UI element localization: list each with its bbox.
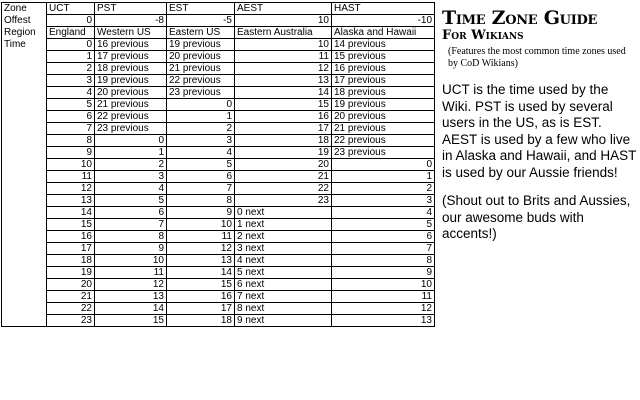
table-cell: 0 — [47, 39, 95, 51]
row-label-blank — [2, 75, 47, 87]
table-cell: 4 — [95, 183, 167, 195]
table-row — [2, 291, 435, 303]
table-cell: 13 — [47, 195, 95, 207]
table-cell: 6 — [47, 111, 95, 123]
table-cell: 9 — [47, 147, 95, 159]
table-cell: 1 — [47, 51, 95, 63]
table-cell: 9 — [332, 267, 435, 279]
table-cell: 8 next — [235, 303, 332, 315]
table-cell: 4 — [332, 207, 435, 219]
table-cell: 17 — [167, 303, 235, 315]
zone-name: HAST — [332, 3, 435, 15]
row-label-blank — [2, 171, 47, 183]
table-cell: 7 — [95, 219, 167, 231]
table-cell: 10 — [332, 279, 435, 291]
offset-label: Offest — [2, 15, 47, 27]
table-row — [2, 171, 435, 183]
table-cell: 13 — [235, 75, 332, 87]
table-cell: 3 — [47, 75, 95, 87]
table-cell: 7 — [47, 123, 95, 135]
table-cell: 3 next — [235, 243, 332, 255]
table-cell: 12 — [235, 63, 332, 75]
table-cell: 15 — [167, 279, 235, 291]
table-row — [2, 279, 435, 291]
row-label-blank — [2, 111, 47, 123]
table-cell: 20 previous — [332, 111, 435, 123]
table-cell: 4 next — [235, 255, 332, 267]
zone-row — [2, 3, 435, 15]
table-cell: 8 — [95, 231, 167, 243]
table-row — [2, 159, 435, 171]
table-cell: 0 — [95, 135, 167, 147]
table-row — [2, 111, 435, 123]
table-cell: 21 previous — [95, 99, 167, 111]
table-cell: 12 — [95, 279, 167, 291]
table-cell: 19 previous — [95, 75, 167, 87]
table-cell: 5 — [167, 159, 235, 171]
table-cell: 20 previous — [167, 51, 235, 63]
table-cell: 17 — [47, 243, 95, 255]
table-cell: 17 previous — [332, 75, 435, 87]
table-cell: 15 — [47, 219, 95, 231]
table-cell: 1 — [332, 171, 435, 183]
region-label: Region — [2, 27, 47, 39]
table-cell: 18 — [47, 255, 95, 267]
zone-region: Western US — [95, 27, 167, 39]
zone-region: Eastern Australia — [235, 27, 332, 39]
zone-offset: -10 — [332, 15, 435, 27]
table-cell: 6 — [95, 207, 167, 219]
table-cell: 7 — [167, 183, 235, 195]
row-label-blank — [2, 267, 47, 279]
table-row — [2, 75, 435, 87]
table-row — [2, 303, 435, 315]
zone-region: Alaska and Hawaii — [332, 27, 435, 39]
row-label-blank — [2, 279, 47, 291]
row-label-blank — [2, 159, 47, 171]
table-cell: 11 — [47, 171, 95, 183]
table-cell: 18 — [167, 315, 235, 327]
table-row — [2, 195, 435, 207]
table-cell: 12 — [332, 303, 435, 315]
table-cell: 19 previous — [167, 39, 235, 51]
table-cell: 2 next — [235, 231, 332, 243]
guide-panel — [442, 8, 638, 243]
table-cell: 19 — [47, 267, 95, 279]
row-label-blank — [2, 51, 47, 63]
table-cell: 12 — [167, 243, 235, 255]
row-label-blank — [2, 99, 47, 111]
zone-offset: -5 — [167, 15, 235, 27]
table-cell: 18 — [235, 135, 332, 147]
table-cell: 23 — [47, 315, 95, 327]
table-row — [2, 87, 435, 99]
row-label-blank — [2, 231, 47, 243]
table-cell: 15 — [95, 315, 167, 327]
table-cell: 21 — [235, 171, 332, 183]
table-cell: 7 — [332, 243, 435, 255]
zone-region: England — [47, 27, 95, 39]
zone-name: PST — [95, 3, 167, 15]
table-cell: 9 — [95, 243, 167, 255]
row-label-blank — [2, 123, 47, 135]
row-label-blank — [2, 207, 47, 219]
table-cell: 8 — [47, 135, 95, 147]
zone-offset: 0 — [47, 15, 95, 27]
zone-offset: -8 — [95, 15, 167, 27]
table-cell: 10 — [167, 219, 235, 231]
table-cell: 23 previous — [332, 147, 435, 159]
table-cell: 13 — [95, 291, 167, 303]
table-cell: 21 previous — [167, 63, 235, 75]
table-cell: 6 next — [235, 279, 332, 291]
zone-name: UCT — [47, 3, 95, 15]
row-label-blank — [2, 255, 47, 267]
table-cell: 23 — [235, 195, 332, 207]
table-row — [2, 99, 435, 111]
table-cell: 1 next — [235, 219, 332, 231]
table-row — [2, 63, 435, 75]
table-cell: 23 previous — [95, 123, 167, 135]
table-cell: 16 previous — [332, 63, 435, 75]
row-label-blank — [2, 243, 47, 255]
region-row — [2, 27, 435, 39]
table-cell: 3 — [95, 171, 167, 183]
table-cell: 22 previous — [167, 75, 235, 87]
zone-region: Eastern US — [167, 27, 235, 39]
table-cell: 12 — [47, 183, 95, 195]
table-cell: 15 — [235, 99, 332, 111]
table-cell: 14 — [235, 87, 332, 99]
row-label-blank — [2, 219, 47, 231]
table-cell: 11 — [95, 267, 167, 279]
table-row — [2, 315, 435, 327]
table-cell: 4 — [47, 87, 95, 99]
table-cell: 0 next — [235, 207, 332, 219]
table-cell: 9 next — [235, 315, 332, 327]
table-cell: 16 — [235, 111, 332, 123]
table-cell: 2 — [332, 183, 435, 195]
table-cell: 10 — [95, 255, 167, 267]
table-cell: 5 next — [235, 267, 332, 279]
row-label-blank — [2, 63, 47, 75]
guide-note: (Features the most common time zones used by CoD Wikians) — [448, 46, 626, 69]
table-cell: 16 — [167, 291, 235, 303]
guide-description: UCT is the time used by the Wiki. PST is used by several users in the US, as is EST. AEST is used by a few who live in Alaska and Hawaii, and HAST is used by our Aussie friends! — [442, 82, 637, 180]
table-cell: 11 — [332, 291, 435, 303]
table-cell: 17 — [235, 123, 332, 135]
table-cell: 14 — [95, 303, 167, 315]
table-cell: 2 — [47, 63, 95, 75]
table-cell: 14 previous — [332, 39, 435, 51]
table-cell: 5 — [95, 195, 167, 207]
table-cell: 14 — [47, 207, 95, 219]
guide-subtitle: For Wikians — [442, 28, 524, 43]
row-label-blank — [2, 87, 47, 99]
table-cell: 2 — [167, 123, 235, 135]
offset-row — [2, 15, 435, 27]
table-cell: 6 — [332, 231, 435, 243]
table-cell: 19 — [235, 147, 332, 159]
table-cell: 22 previous — [95, 111, 167, 123]
table-cell: 16 previous — [95, 39, 167, 51]
table-cell: 3 — [332, 195, 435, 207]
guide-title: Time Zone Guide — [442, 7, 598, 29]
table-cell: 20 — [47, 279, 95, 291]
table-cell: 22 — [235, 183, 332, 195]
table-cell: 20 previous — [95, 87, 167, 99]
table-cell: 16 — [47, 231, 95, 243]
table-cell: 2 — [95, 159, 167, 171]
table-cell: 11 — [235, 51, 332, 63]
zone-name: AEST — [235, 3, 332, 15]
table-cell: 0 — [167, 99, 235, 111]
table-cell: 10 — [47, 159, 95, 171]
time-zone-table — [1, 2, 435, 327]
table-cell: 0 — [332, 159, 435, 171]
table-row — [2, 147, 435, 159]
table-cell: 4 — [167, 147, 235, 159]
table-cell: 22 — [47, 303, 95, 315]
table-row — [2, 207, 435, 219]
table-row — [2, 231, 435, 243]
table-row — [2, 267, 435, 279]
table-cell: 13 — [332, 315, 435, 327]
table-row — [2, 123, 435, 135]
row-label-blank — [2, 135, 47, 147]
table-cell: 1 — [167, 111, 235, 123]
table-cell: 15 previous — [332, 51, 435, 63]
table-row — [2, 135, 435, 147]
row-label-blank — [2, 147, 47, 159]
table-row — [2, 255, 435, 267]
table-row — [2, 51, 435, 63]
table-cell: 13 — [167, 255, 235, 267]
table-cell: 21 previous — [332, 123, 435, 135]
table-cell: 1 — [95, 147, 167, 159]
row-label-blank — [2, 291, 47, 303]
table-cell: 18 previous — [95, 63, 167, 75]
table-row — [2, 183, 435, 195]
table-cell: 11 — [167, 231, 235, 243]
table-cell: 20 — [235, 159, 332, 171]
table-row — [2, 39, 435, 51]
table-cell: 5 — [332, 219, 435, 231]
guide-shoutout: (Shout out to Brits and Aussies, our awesome buds with accents!) — [442, 193, 631, 241]
table-cell: 19 previous — [332, 99, 435, 111]
table-cell: 6 — [167, 171, 235, 183]
table-cell: 7 next — [235, 291, 332, 303]
table-cell: 21 — [47, 291, 95, 303]
time-label: Time — [2, 39, 47, 51]
table-row — [2, 219, 435, 231]
table-cell: 23 previous — [167, 87, 235, 99]
zone-name: EST — [167, 3, 235, 15]
table-cell: 9 — [167, 207, 235, 219]
row-label-blank — [2, 315, 47, 327]
table-cell: 10 — [235, 39, 332, 51]
table-cell: 3 — [167, 135, 235, 147]
table-cell: 14 — [167, 267, 235, 279]
row-label-blank — [2, 183, 47, 195]
row-label-blank — [2, 303, 47, 315]
table-cell: 17 previous — [95, 51, 167, 63]
row-label-blank — [2, 195, 47, 207]
zone-label: Zone — [2, 3, 47, 15]
zone-offset: 10 — [235, 15, 332, 27]
table-cell: 5 — [47, 99, 95, 111]
table-cell: 8 — [167, 195, 235, 207]
table-row — [2, 243, 435, 255]
table-cell: 18 previous — [332, 87, 435, 99]
table-cell: 8 — [332, 255, 435, 267]
table-cell: 22 previous — [332, 135, 435, 147]
